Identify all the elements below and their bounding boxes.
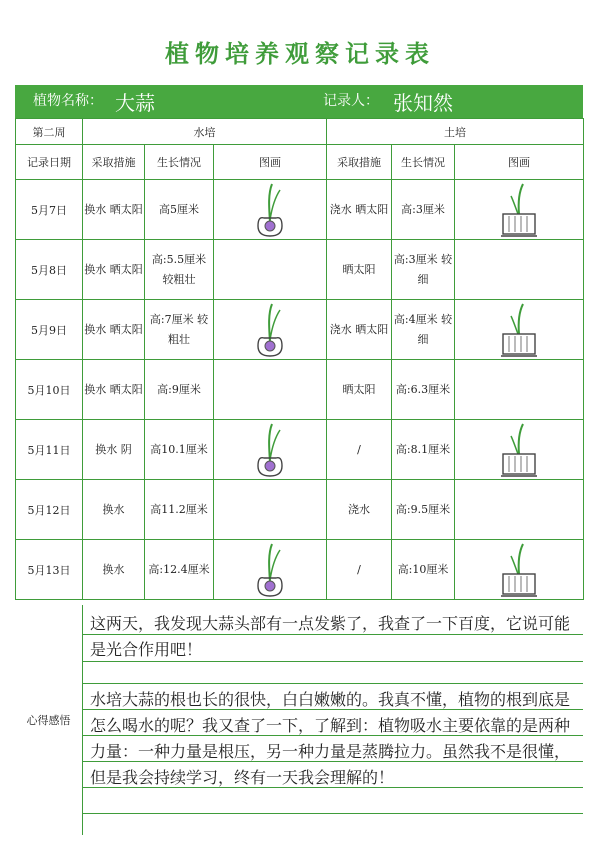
water-growth-cell: 高:7厘米 较粗壮 xyxy=(145,300,214,360)
water-plant-drawing-icon xyxy=(250,542,290,598)
water-measures-header: 采取措施 xyxy=(83,145,145,180)
soil-growth-cell: 高:3厘米 xyxy=(392,180,455,240)
water-drawing-cell xyxy=(214,180,327,240)
recorder-name-value: 张知然 xyxy=(393,91,453,115)
soil-plant-drawing-icon xyxy=(497,182,541,238)
page-title: 植物培养观察记录表 xyxy=(165,40,435,68)
soil-growth-cell: 高:8.1厘米 xyxy=(392,420,455,480)
water-measure-cell: 换水 晒太阳 xyxy=(83,180,145,240)
water-drawing-cell xyxy=(214,480,327,540)
soil-drawing-cell xyxy=(455,300,584,360)
soil-drawing-header: 图画 xyxy=(455,145,584,180)
table-row xyxy=(16,300,584,360)
soil-measure-cell: / xyxy=(327,420,392,480)
row-date: 5月12日 xyxy=(16,480,83,540)
water-plant-drawing-icon xyxy=(250,302,290,358)
table-row xyxy=(16,540,584,600)
water-drawing-cell xyxy=(214,360,327,420)
water-drawing-cell xyxy=(214,540,327,600)
water-growth-cell: 高5厘米 xyxy=(145,180,214,240)
soil-measure-cell: 浇水 xyxy=(327,480,392,540)
soil-growth-cell: 高:6.3厘米 xyxy=(392,360,455,420)
row-date: 5月13日 xyxy=(16,540,83,600)
table-row xyxy=(16,360,584,420)
soil-drawing-cell xyxy=(455,180,584,240)
table-row xyxy=(16,480,584,540)
week-label: 第二周 xyxy=(16,119,83,145)
water-culture-heading: 水培 xyxy=(83,119,327,145)
plant-name-value: 大蒜 xyxy=(115,91,155,115)
soil-growth-cell: 高:4厘米 较细 xyxy=(392,300,455,360)
soil-measures-header: 采取措施 xyxy=(327,145,392,180)
soil-drawing-cell xyxy=(455,240,584,300)
soil-measure-cell: 晒太阳 xyxy=(327,360,392,420)
table-row xyxy=(16,240,584,300)
water-growth-cell: 高10.1厘米 xyxy=(145,420,214,480)
soil-measure-cell: 浇水 晒太阳 xyxy=(327,180,392,240)
water-plant-drawing-icon xyxy=(250,182,290,238)
soil-measure-cell: 浇水 晒太阳 xyxy=(327,300,392,360)
soil-plant-drawing-icon xyxy=(497,302,541,358)
water-plant-drawing-icon xyxy=(250,422,290,478)
water-measure-cell: 换水 xyxy=(83,480,145,540)
water-drawing-header: 图画 xyxy=(214,145,327,180)
water-measure-cell: 换水 晒太阳 xyxy=(83,240,145,300)
soil-growth-header: 生长情况 xyxy=(392,145,455,180)
soil-growth-cell: 高:9.5厘米 xyxy=(392,480,455,540)
table-row xyxy=(16,420,584,480)
reflection-section xyxy=(15,605,583,835)
soil-measure-cell: / xyxy=(327,540,392,600)
row-date: 5月8日 xyxy=(16,240,83,300)
water-growth-header: 生长情况 xyxy=(145,145,214,180)
water-drawing-cell xyxy=(214,240,327,300)
water-growth-cell: 高:9厘米 xyxy=(145,360,214,420)
soil-growth-cell: 高:3厘米 较细 xyxy=(392,240,455,300)
soil-drawing-cell xyxy=(455,480,584,540)
water-measure-cell: 换水 晒太阳 xyxy=(83,300,145,360)
water-measure-cell: 换水 晒太阳 xyxy=(83,360,145,420)
row-date: 5月11日 xyxy=(16,420,83,480)
row-date: 5月9日 xyxy=(16,300,83,360)
soil-growth-cell: 高:10厘米 xyxy=(392,540,455,600)
soil-measure-cell: 晒太阳 xyxy=(327,240,392,300)
reflection-paragraph-2: 水培大蒜的根也长的很快，白白嫩嫩的。我真不懂，植物的根到底是怎么喝水的呢？我又查了一下，了解到：植物吸水主要依靠的是两种力量：一种力量是根压，另一种力量是蒸腾拉力。虽然我不是很懂，但是我会持续学习，终有一天我会理解的！ xyxy=(90,690,571,787)
row-date: 5月7日 xyxy=(16,180,83,240)
soil-drawing-cell xyxy=(455,420,584,480)
water-drawing-cell xyxy=(214,300,327,360)
soil-culture-heading: 土培 xyxy=(327,119,584,145)
soil-plant-drawing-icon xyxy=(497,542,541,598)
row-date: 5月10日 xyxy=(16,360,83,420)
water-measure-cell: 换水 xyxy=(83,540,145,600)
table-row xyxy=(16,180,584,240)
soil-drawing-cell xyxy=(455,540,584,600)
reflection-label: 心得感悟 xyxy=(15,605,83,835)
water-growth-cell: 高:12.4厘米 xyxy=(145,540,214,600)
plant-name-label: 植物名称： xyxy=(33,93,103,109)
record-sheet xyxy=(15,85,583,835)
header-band xyxy=(15,85,583,118)
observation-table xyxy=(15,118,584,600)
soil-plant-drawing-icon xyxy=(497,422,541,478)
recorder-label: 记录人： xyxy=(323,93,379,109)
water-growth-cell: 高:5.5厘米 较粗壮 xyxy=(145,240,214,300)
date-column-header: 记录日期 xyxy=(16,145,83,180)
water-measure-cell: 换水 阴 xyxy=(83,420,145,480)
reflection-paragraph-1: 这两天，我发现大蒜头部有一点发紫了，我查了一下百度，它说可能是光合作用吧！ xyxy=(90,614,571,659)
soil-drawing-cell xyxy=(455,360,584,420)
water-drawing-cell xyxy=(214,420,327,480)
water-growth-cell: 高11.2厘米 xyxy=(145,480,214,540)
